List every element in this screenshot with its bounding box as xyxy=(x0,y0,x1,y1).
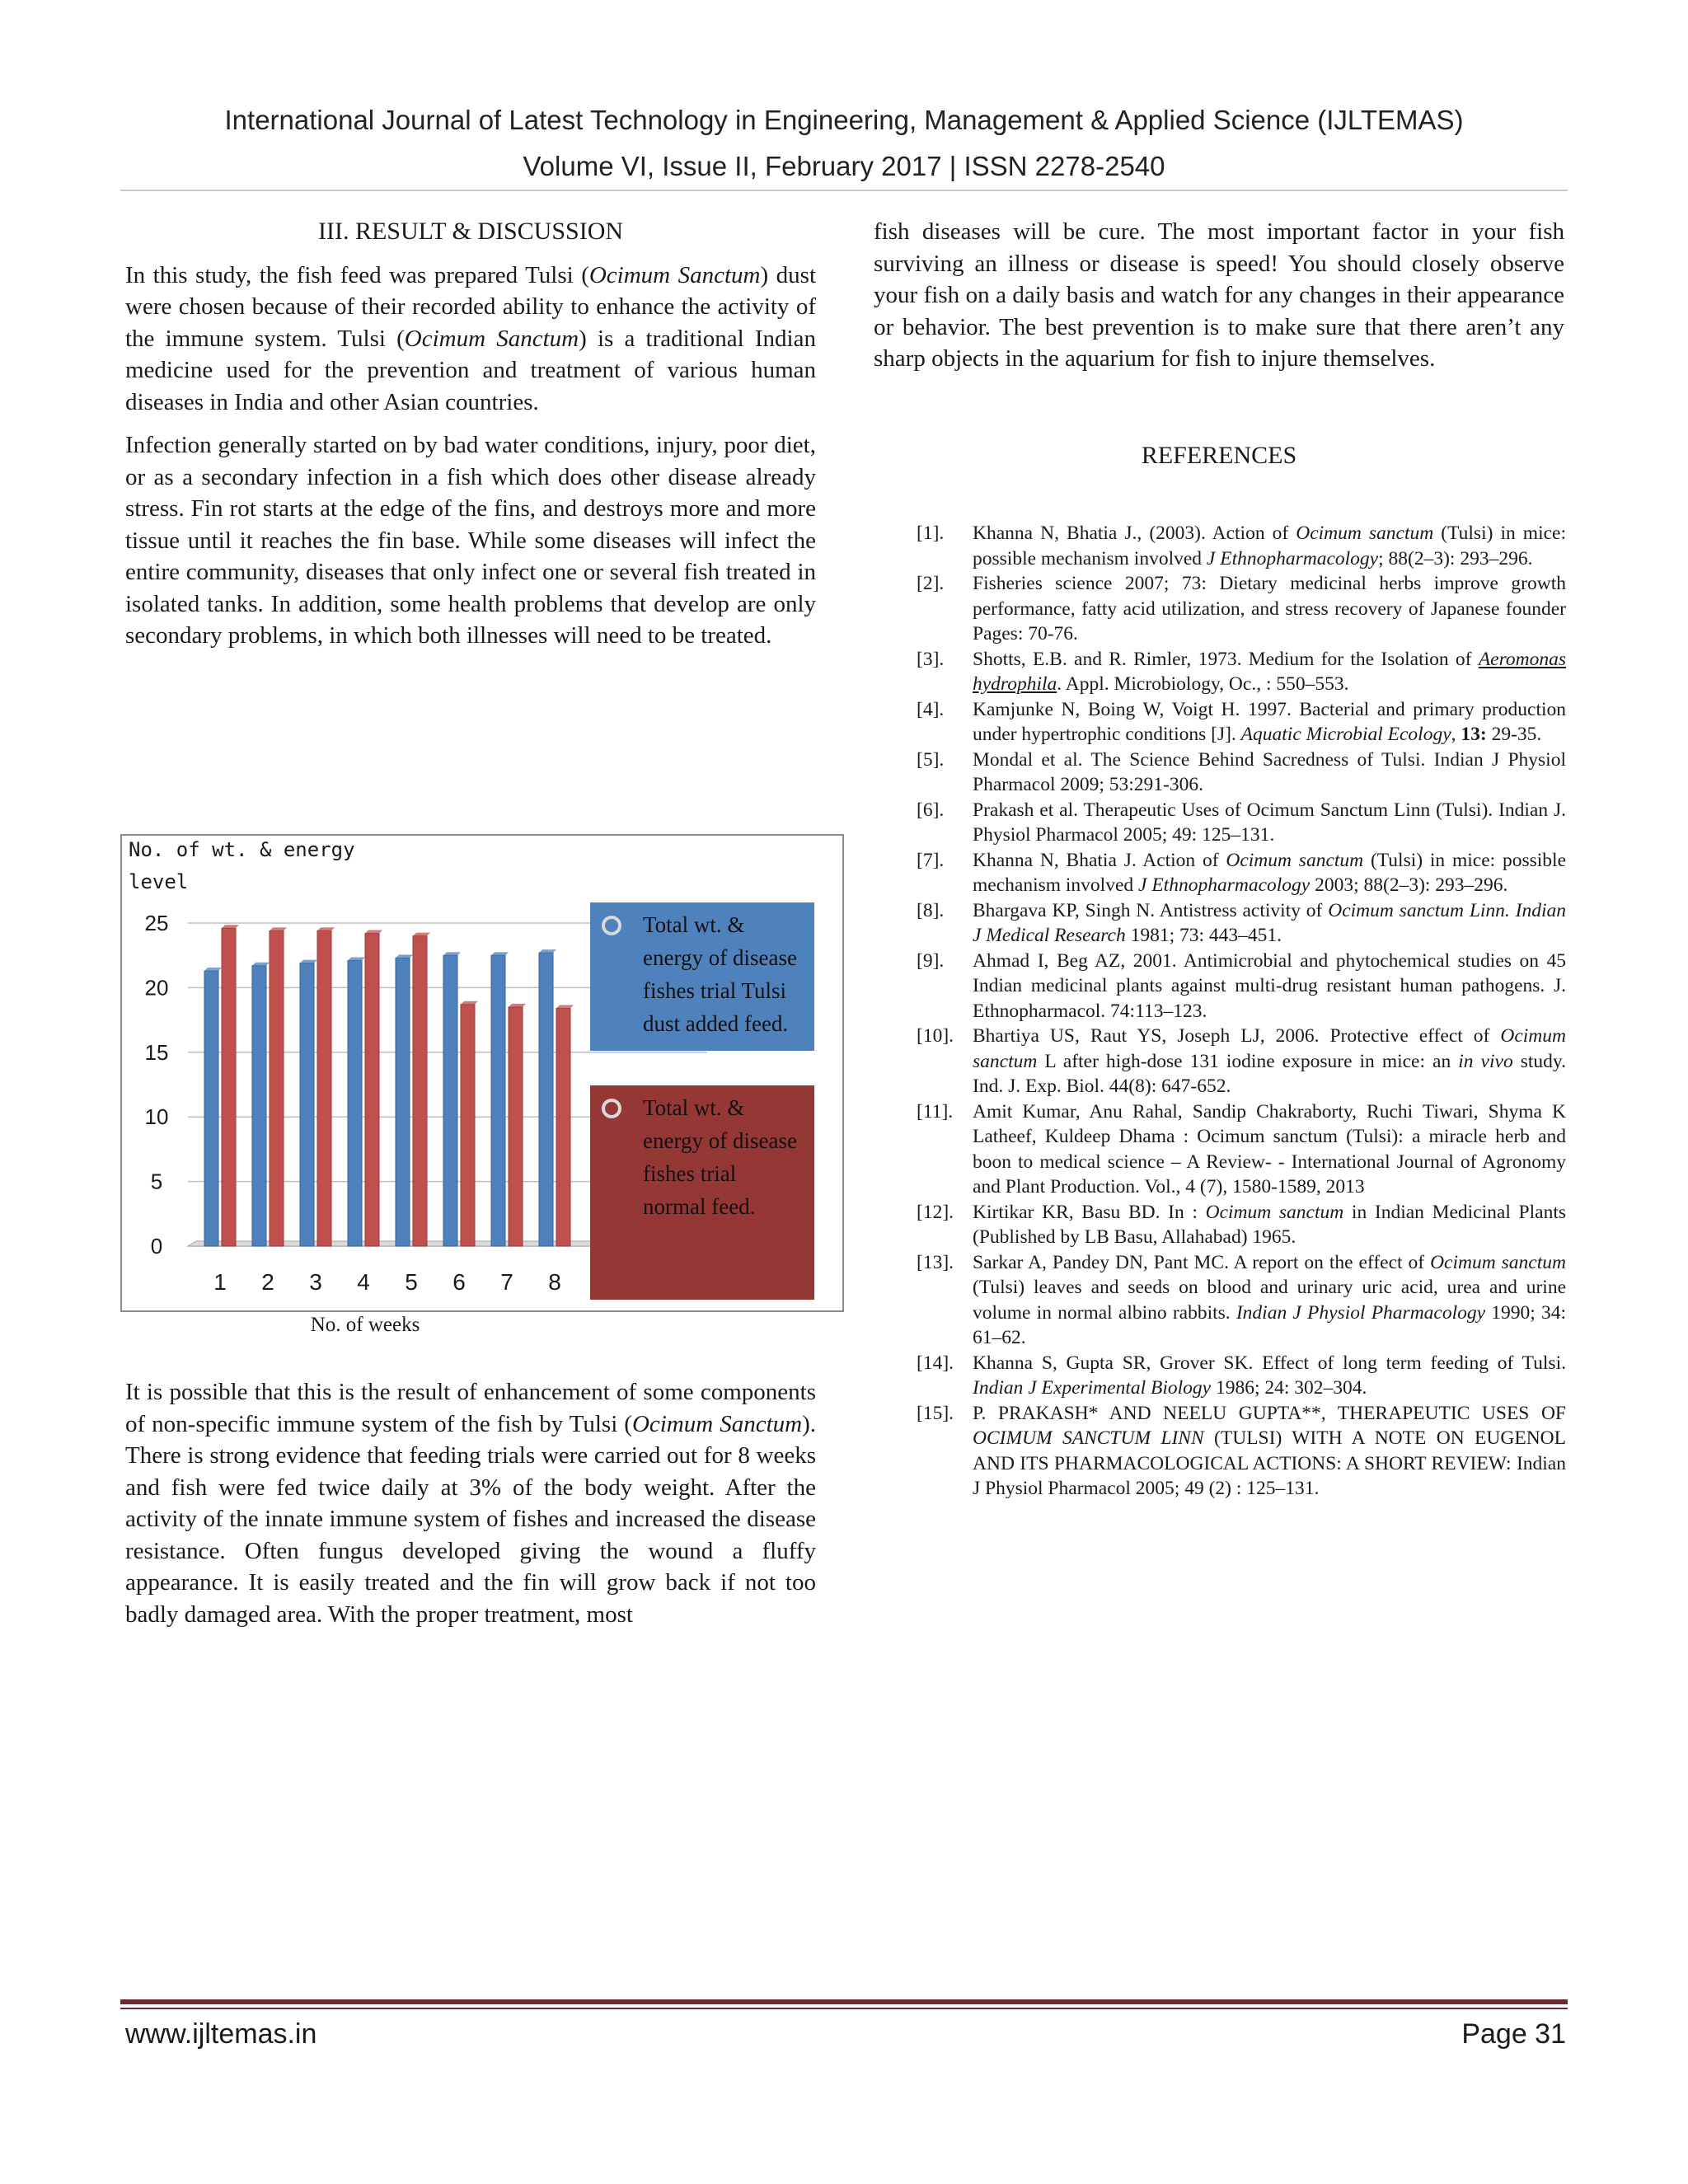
x-tick-label: 6 xyxy=(452,1269,466,1295)
references-heading: REFERENCES xyxy=(1141,442,1297,469)
bar-chart xyxy=(120,834,844,1312)
chart-x-axis-title: No. of weeks xyxy=(310,1314,420,1336)
footer-divider xyxy=(120,1999,1568,2004)
legend-text: dust added feed. xyxy=(643,1011,789,1036)
bar-s1-w5 xyxy=(396,958,410,1246)
y-tick-label: 15 xyxy=(144,1039,169,1065)
reference-number: [12]. xyxy=(917,1201,954,1223)
reference-item: [1]. Khanna N, Bhatia J., (2003). Action of Ocimum sanctum (Tulsi) in mice: possible mechanism involved J Ethnopharmacology; 88(2–3): 293–296. xyxy=(917,523,1566,569)
legend-text: energy of disease xyxy=(643,945,797,970)
footer-divider-thin xyxy=(120,2008,1568,2009)
reference-item: [2]. Fisheries science 2007; 73: Dietary medicinal herbs improve growth performance, fatty acid utilization, and stress recovery of Japanese founder Pages: 70-76. xyxy=(917,573,1566,644)
reference-item: [3]. Shotts, E.B. and R. Rimler, 1973. Medium for the Isolation of Aeromonas hydrophila. Appl. Microbiology, Oc., : 550–553. xyxy=(917,648,1566,695)
footer-page-number: Page 31 xyxy=(1461,2018,1566,2050)
reference-number: [11]. xyxy=(917,1100,954,1122)
section-heading: III. RESULT & DISCUSSION xyxy=(317,218,624,245)
bar-s2-w8 xyxy=(556,1008,570,1246)
x-tick-label: 2 xyxy=(261,1269,274,1295)
bar-s1-w1 xyxy=(204,971,218,1246)
x-tick-label: 5 xyxy=(405,1269,418,1295)
bar-s1-w3 xyxy=(300,963,314,1246)
legend-text: energy of disease xyxy=(643,1128,797,1153)
reference-number: [1]. xyxy=(917,523,945,544)
reference-number: [5]. xyxy=(917,748,945,771)
reference-item: [4]. Kamjunke N, Boing W, Voigt H. 1997. Bacterial and primary production under hypertrophic conditions [J]. Aquatic Microbial Ecology, 13: 29-35. xyxy=(917,698,1566,745)
legend-text: normal feed. xyxy=(643,1194,756,1219)
legend-text: Total wt. & xyxy=(643,1095,745,1120)
bar-s2-w1 xyxy=(222,928,236,1246)
reference-number: [9]. xyxy=(917,949,945,972)
bar-s1-w7 xyxy=(491,955,505,1246)
x-tick-label: 7 xyxy=(500,1269,513,1295)
paragraph-4: fish diseases will be cure. The most important factor in your fish surviving an illness or disease is speed! You should closely observe your fish on a daily basis and watch for any changes in their appearance or behavior. The best prevention is to make sure that there aren’t any sharp objects in the aquarium for fish to injure themselves. xyxy=(874,218,1564,372)
reference-item: [13]. Sarkar A, Pandey DN, Pant MC. A report on the effect of Ocimum sanctum (Tulsi) leaves and seeds on blood and urinary uric acid, urea and urine volume in normal albino rabbits. Indian J Physiol Pharmacology 1990; 34: 61–62. xyxy=(917,1251,1566,1348)
reference-number: [10]. xyxy=(917,1025,954,1047)
bar-s2-w6 xyxy=(461,1005,475,1246)
bar-s1-w4 xyxy=(348,960,362,1246)
bar-s1-w6 xyxy=(443,955,457,1246)
bar-s1-w2 xyxy=(252,966,266,1246)
footer-website: www.ijltemas.in xyxy=(125,2018,317,2050)
reference-number: [4]. xyxy=(917,698,945,720)
reference-item: [11]. Amit Kumar, Anu Rahal, Sandip Chakraborty, Ruchi Tiwari, Shyma K Latheef, Kuldeep Dhama : Ocimum sanctum (Tulsi): a miracle herb and boon to medical science – A Review- - International Journal of Agronomy and Plant Production. Vol., 4 (7), 1580-1589, 2013 xyxy=(917,1100,1566,1197)
legend-text: fishes trial xyxy=(643,1161,737,1186)
header-divider xyxy=(120,190,1568,191)
journal-title: International Journal of Latest Technology in Engineering, Management & Applied Science (IJLTEMAS) xyxy=(224,105,1464,135)
y-tick-label: 20 xyxy=(144,975,169,1001)
reference-item: [5]. Mondal et al. The Science Behind Sacredness of Tulsi. Indian J Physiol Pharmacol 2009; 53:291-306. xyxy=(917,748,1566,795)
legend-text: fishes trial Tulsi xyxy=(643,978,787,1003)
legend-text: Total wt. & xyxy=(643,912,745,937)
x-tick-label: 8 xyxy=(548,1269,561,1295)
reference-number: [7]. xyxy=(917,849,945,871)
journal-issue: Volume VI, Issue II, February 2017 | ISSN 2278-2540 xyxy=(523,151,1165,181)
bar-s2-w3 xyxy=(317,930,331,1246)
reference-number: [8]. xyxy=(917,899,945,921)
reference-number: [2]. xyxy=(917,573,945,594)
x-tick-label: 4 xyxy=(357,1269,370,1295)
x-tick-label: 3 xyxy=(309,1269,322,1295)
paragraph-3: It is possible that this is the result of enhancement of some components of non-specific immune system of the fish by Tulsi (Ocimum Sanctum). There is strong evidence that feeding trials were carried out for 8 weeks and fish were fed twice daily at 3% of the body weight. After the activity of the innate immune system of fishes and increased the disease resistance. Often fungus developed giving the wound a fluffy appearance. It is easily treated and the fin will grow back if not too badly damaged area. With the proper treatment, most xyxy=(125,1379,816,1628)
bar-s2-w2 xyxy=(270,930,284,1246)
right-column xyxy=(874,216,1564,387)
reference-item: [14]. Khanna S, Gupta SR, Grover SK. Effect of long term feeding of Tulsi. Indian J Experimental Biology 1986; 24: 302–304. xyxy=(917,1352,1566,1399)
y-tick-label: 0 xyxy=(150,1234,163,1258)
reference-number: [14]. xyxy=(917,1352,954,1374)
reference-number: [13]. xyxy=(917,1251,954,1273)
journal-header xyxy=(0,97,1688,190)
reference-item: [10]. Bhartiya US, Raut YS, Joseph LJ, 2006. Protective effect of Ocimum sanctum L after high-dose 131 iodine exposure in mice: an in vivo study. Ind. J. Exp. Biol. 44(8): 647-652. xyxy=(917,1025,1566,1097)
left-column xyxy=(125,216,816,663)
y-tick-label: 5 xyxy=(150,1169,163,1194)
reference-item: [7]. Khanna N, Bhatia J. Action of Ocimum sanctum (Tulsi) in mice: possible mechanism involved J Ethnopharmacology 2003; 88(2–3): 293–296. xyxy=(917,849,1567,896)
reference-number: [3]. xyxy=(917,648,945,670)
reference-item: [8]. Bhargava KP, Singh N. Antistress activity of Ocimum sanctum Linn. Indian J Medical Research 1981; 73: 443–451. xyxy=(917,899,1566,946)
reference-item: [6]. Prakash et al. Therapeutic Uses of Ocimum Sanctum Linn (Tulsi). Indian J. Physiol Pharmacol 2005; 49: 125–131. xyxy=(917,799,1566,846)
bar-s1-w8 xyxy=(539,953,553,1246)
chart-y-label-line2: level xyxy=(129,870,189,893)
y-tick-label: 25 xyxy=(144,911,169,935)
chart-y-label-line1: No. of wt. & energy xyxy=(129,838,355,861)
paragraph-2: Infection generally started on by bad water conditions, injury, poor diet, or as a secondary infection in a fish which does other disease already stress. Fin rot starts at the edge of the fins, and destroys more and more tissue until it reaches the fin base. While some diseases will infect the entire community, diseases that only infect one or several fish treated in isolated tanks. In addition, some health problems that develop are only secondary problems, in which both illnesses will need to be treated. xyxy=(125,432,816,649)
y-tick-label: 10 xyxy=(144,1104,169,1130)
paragraph-1: In this study, the fish feed was prepared Tulsi (Ocimum Sanctum) dust were chosen because of their recorded ability to enhance the activity of the immune system. Tulsi (Ocimum Sanctum) is a traditional Indian medicine used for the prevention and treatment of various human diseases in India and other Asian countries. xyxy=(125,261,816,415)
references-list xyxy=(917,521,1566,1502)
bar-s2-w5 xyxy=(413,936,427,1246)
x-tick-label: 1 xyxy=(213,1269,227,1295)
bar-s2-w4 xyxy=(365,934,379,1246)
bar-s2-w7 xyxy=(509,1007,523,1246)
reference-item: [9]. Ahmad I, Beg AZ, 2001. Antimicrobial and phytochemical studies on 45 Indian medicinal plants against multi-drug resistant human pathogens. J. Ethnopharmacol. 74:113–123. xyxy=(917,949,1566,1022)
reference-number: [15]. xyxy=(917,1402,954,1424)
reference-item: [15]. P. PRAKASH* AND NEELU GUPTA**, THERAPEUTIC USES OF OCIMUM SANCTUM LINN (TULSI) WITH A NOTE ON EUGENOL AND ITS PHARMACOLOGICAL ACTIONS: A SHORT REVIEW: Indian J Physiol Pharmacol 2005; 49 (2) : 125–131. xyxy=(917,1402,1566,1499)
reference-number: [6]. xyxy=(917,799,945,821)
reference-item: [12]. Kirtikar KR, Basu BD. In : Ocimum sanctum in Indian Medicinal Plants (Published by LB Basu, Allahabad) 1965. xyxy=(917,1201,1567,1248)
